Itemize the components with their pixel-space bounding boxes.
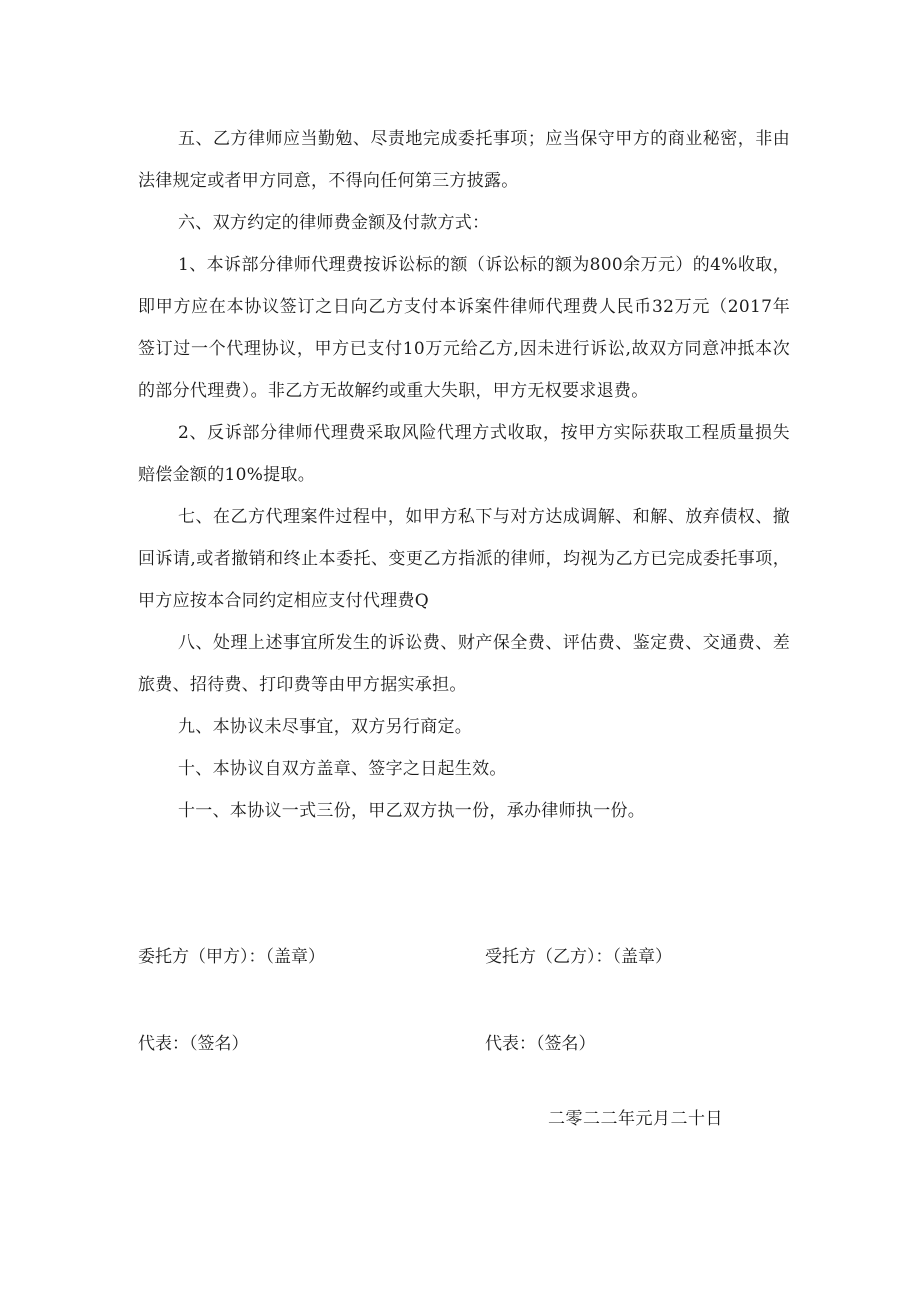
party-b-seal-label: 受托方（乙方）：（盖章） [485,947,672,967]
clause-5: 五、乙方律师应当勤勉、尽责地完成委托事项；应当保守甲方的商业秘密，非由法律规定或者甲方同意，不得向任何第三方披露。 [138,129,790,191]
party-b-representative-label: 代表：（签名） [485,1034,596,1054]
clause-8: 八、处理上述事宜所发生的诉讼费、财产保全费、评估费、鉴定费、交通费、差旅费、招待费、打印费等由甲方据实承担。 [138,633,790,695]
clause-6-heading: 六、双方约定的律师费金额及付款方式： [178,213,490,233]
clause-10: 十、本协议自双方盖章、签字之日起生效。 [178,759,507,779]
signing-date: 二零二二年元月二十日 [548,1109,723,1129]
clause-11: 十一、本协议一式三份，甲乙双方执一份，承办律师执一份。 [178,801,646,821]
contract-body [138,118,790,832]
party-a-representative-label: 代表：（签名） [138,1034,249,1054]
clause-7: 七、在乙方代理案件过程中，如甲方私下与对方达成调解、和解、放弃债权、撤回诉请,或者撤销和终止本委托、变更乙方指派的律师，均视为乙方已完成委托事项，甲方应按本合同约定相应支付代理费Q [138,507,790,611]
clause-6-item-1: 1、本诉部分律师代理费按诉讼标的额（诉讼标的额为800余万元）的4%收取，即甲方应在本协议签订之日向乙方支付本诉案件律师代理费人民币32万元（2017年签订过一个代理协议，甲方已支付10万元给乙方,因未进行诉讼,故双方同意冲抵本次的部分代理费）。非乙方无故解约或重大失职，甲方无权要求退费。 [138,255,790,401]
clause-6-item-2: 2、反诉部分律师代理费采取风险代理方式收取，按甲方实际获取工程质量损失赔偿金额的10%提取。 [138,423,790,485]
party-a-seal-label: 委托方（甲方）：（盖章） [138,947,325,967]
clause-9: 九、本协议未尽事宜，双方另行商定。 [178,717,473,737]
